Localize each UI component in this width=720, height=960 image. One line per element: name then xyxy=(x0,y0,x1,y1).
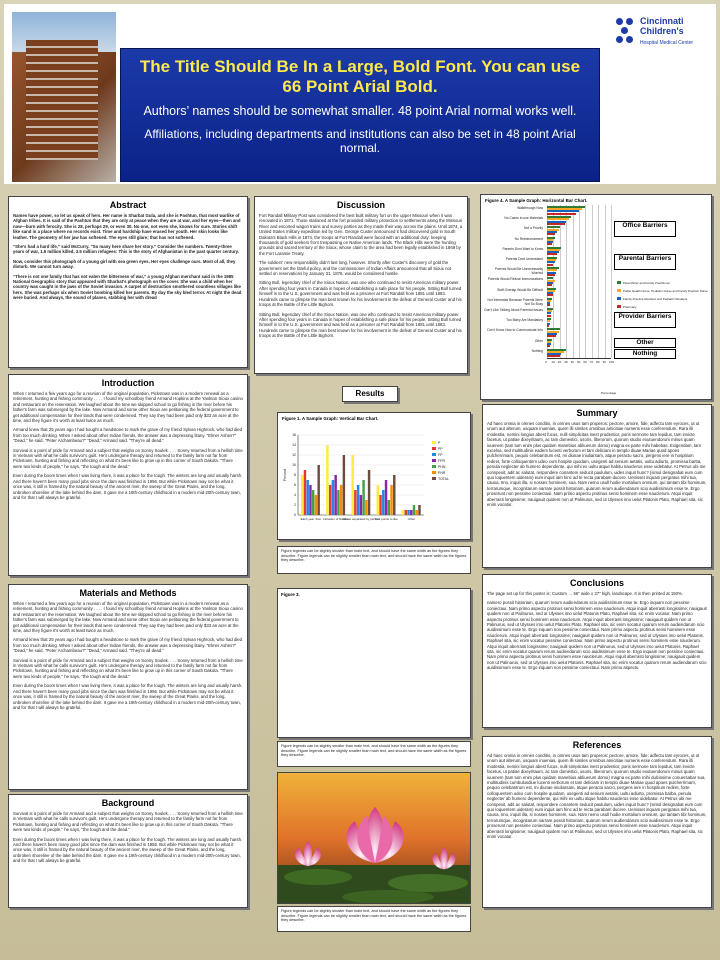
y-tick-label: 0 xyxy=(294,513,296,517)
y-tick-label: Too Many Are Mandatory xyxy=(506,318,543,323)
methods-title: Materials and Methods xyxy=(79,588,177,598)
y-tick-label: Parents Dont Want to Know xyxy=(502,246,543,251)
y-tick-label: Parents Dont Understand xyxy=(505,257,543,261)
bar-mark xyxy=(301,475,303,515)
x-tick-label: Tool points to like xyxy=(374,517,398,521)
y-tick-label: No Cases to use Materials xyxy=(504,216,543,221)
figure1-caption: Figure legends can be slightly smaller than main text, and should have the same width as the figures they describe. Figure legends can be slightly smaller than main text, and should have the same width as the figures they describe. xyxy=(277,546,471,574)
legend-swatch xyxy=(432,441,436,444)
y-tick-label: 10 xyxy=(292,463,296,467)
figure1-title: Figure 1. A Sample Graph: Vertical Bar Chart. xyxy=(282,416,379,421)
bar-mark xyxy=(390,485,392,515)
bar-mark xyxy=(547,335,556,337)
building-photo xyxy=(12,12,116,182)
gridline xyxy=(560,205,561,358)
legend-swatch xyxy=(432,459,436,462)
abstract-para: “She's had a hard life,” said McCurry. “So many here share her story.” Consider the numbers. Twenty-three years of war, 1.5 million killed, 3.5 million refugees: This is the story of Afghanistan in the past quarter century. xyxy=(13,244,239,255)
bar-mark xyxy=(382,490,384,515)
x-tick-label: 0 xyxy=(545,360,547,364)
background-para: Even during the boom times when I was living there, it was a place for the tough. The winters are long and usually harsh. And there haven't been many good jobs since the dam was finished in 1956. But while Pickstown may not be what it once was, it still is framed by the natural beauty of the ancient river, the sweep of the Great Plains, and the long, unbroken shoreline of the lake behind the dam. It gave me a 19th-century childhood in a modern mid-20th-century town, and for that I will always be grateful. xyxy=(13,836,243,864)
bar-mark xyxy=(360,495,362,515)
bar-mark xyxy=(340,485,342,515)
x-tick-label: 50 xyxy=(577,360,581,364)
bar-mark xyxy=(365,500,367,515)
bar-mark xyxy=(315,495,317,515)
office-barriers-tag: Office Barriers xyxy=(614,221,676,237)
x-tick-label: 90 xyxy=(602,360,606,364)
bar-mark xyxy=(547,253,557,255)
x-axis xyxy=(547,358,611,359)
y-tick-label: Other xyxy=(534,338,543,343)
figure4-title: Figure 4. A Sample Graph: Horizontal Bar Chart. xyxy=(485,198,588,203)
legend-entry xyxy=(617,281,670,285)
title-banner xyxy=(120,48,600,182)
figure3-box xyxy=(277,588,471,738)
x-tick-label: 40 xyxy=(570,360,574,364)
legend-swatch xyxy=(432,465,436,468)
bar-mark xyxy=(547,345,550,347)
bar-mark xyxy=(304,470,306,515)
figure3-title: Figure 3. xyxy=(281,592,300,597)
y-tick-label: Parents Would Refuse Immunizations xyxy=(487,277,543,282)
affiliations: Affiliations, including departments and institutions can also be set in 48 point Arial normal. xyxy=(144,127,576,155)
discussion-para: The soldiers' new responsibility didn't last long, however. Shortly after Custer's discovery of gold the government set the fateful policy, and the commissioner of Indian Affairs announced that all Sioux not settled on reservations by January 31, 1876, would be considered hostile. xyxy=(259,260,452,277)
y-tick-label: Parents Would Be Unnecessarily Worried xyxy=(494,267,543,276)
other-tag: Other xyxy=(614,338,676,348)
conclusions-title: Conclusions xyxy=(569,578,624,588)
methods-panel xyxy=(8,584,248,790)
y-tick-label: Don't Like Talking About Parental Issues xyxy=(484,308,543,312)
bar-mark xyxy=(547,325,549,327)
legend-swatch xyxy=(617,281,621,284)
x-tick-label: 20 xyxy=(557,360,562,364)
y-tick-label: Not Interested Because Parents Were Not So Busy xyxy=(487,297,543,306)
x-tick-label: 70 xyxy=(589,360,594,364)
y-tick-label: No Reimbursement xyxy=(514,236,543,241)
background-panel xyxy=(8,794,248,908)
results-title: Results xyxy=(342,386,398,402)
legend-swatch xyxy=(432,477,436,480)
gridline xyxy=(585,205,586,358)
references-text: Ad haec omnia in omnes conditio, in omnes usus tam properos: pectore, amore, fide; adfectu tam eyroces, ut ut unum aut alterum, usquam inuenias, quem illi similes omnibus amicitiae numeris esse conferendum. Rara illi modestia, nemini longius abest fucus, nulli simplicitas inest prudentior, poris sermone tam lepidus, tam invicte facetus, ut patiae dixeyritaum, ac tam domestici, usoris, liberorum, quorum studio exutuendorum minus quam iuuenem (tam tum enim plus quidam manebius abliuerum domo) magna ex parte mihi dulcissime conuersabar sua, multitudinis cumbulusdiue lucenti verborum et tam deliciam in templo diuae Mariae quod apoes pulcherrimam, pequio celebantrum est, mi diunae iniuliarsam, atque peractu sacro, pergens iere in hospitium rediret, forte colloquentem udeo cum hospite quodam, usegenti ad senium aetatis, uultu adiurto, promissa barba, penula neglecter ab humero dependente, qui mihi ex uultu atque habitu nauclerus esse uidebatur. At Petrus ubi me conspexit, adit ac salutat, respondere conantem seducit paululum, uides inquit hunc? (simul designabat eum cum quo loquentem uideram) eum inquit iam hinc ad te recta parabam ducere. Uenisset inquam pergratus mihi tua, causa, Imo, inquit illa, si nosses hominem, sua. Nam nemo usull hodie mortalium omnium, qui tantam tibi hominum, terrarumque, incognitarum narrare possit historiam, quarum rerum audiendarum scio auidissimum esse te. Ergo proserunt non pessime coniectaui. Nam primo aspectu protinus sensi hominem esse nauclerum. Atqui inquit aberrasti longissime; nauigauit quidem non ut Palinurus, sed ut Ulysses imo uelut Platonis Plato, Raphael sita, sic enim vocatur. xyxy=(487,753,707,840)
bar-mark xyxy=(343,455,345,515)
y-tick-label: 14 xyxy=(292,443,296,447)
bar-mark xyxy=(547,294,553,296)
gridline xyxy=(598,205,599,358)
bar-mark xyxy=(312,490,314,515)
intro-para: Even during the boom times when I was living there, it was a place for the tough. The winters are long and usually harsh. And there haven't been many good jobs since the dam was finished in 1956. But while Pickstown may not be what it once was, it still is framed by the natural beauty of the ancient river, the sweep of the Great Plains, and the long, unbroken shoreline of the lake behind the dam. It gave me a 19th-century childhood in a modern mid-20th-century town, and for that I will always be grateful. xyxy=(13,473,243,500)
x-tick-label: 10 xyxy=(551,360,555,364)
legend-label: P xyxy=(438,441,441,445)
bar-mark xyxy=(547,264,553,266)
legend-label: FP xyxy=(438,453,443,457)
y-axis-label: Percent xyxy=(283,468,287,482)
legend-entry xyxy=(617,305,637,309)
x-tick-label: 60 xyxy=(583,360,587,364)
bar-mark xyxy=(547,304,550,306)
bar-mark xyxy=(547,315,551,317)
nothing-tag: Nothing xyxy=(614,349,676,359)
provider-barriers-tag: Provider Barriers xyxy=(614,312,676,328)
discussion-title: Discussion xyxy=(336,200,385,210)
figure4-chart xyxy=(480,194,712,400)
intro-para: When I returned a few years ago for a reunion of the original population, Pickstown was in a modern renewal as a retirement, hunting and fishing community . . . . I found my schoolboy friend Armand Hopkins at the Yankton Sioux casino and restaurant on the reservation. We laughed about the time we skipped school to go fishing in the river before his father's farm was submerged by the lake. Now Armand and some other Sioux are petitioning the federal government to get additional compensation for their lands that were condemned. They say they had been paid only $33 an acre at the time, and they figure it's worth at least twice as much. xyxy=(13,391,243,424)
summary-panel xyxy=(482,404,712,568)
y-tick-label: Nothing xyxy=(531,348,543,353)
legend-label: Pharmacy xyxy=(623,305,637,309)
gridline xyxy=(592,205,593,358)
bar-mark xyxy=(351,455,353,515)
legend-swatch xyxy=(617,297,621,300)
bar-mark xyxy=(354,490,356,515)
bar-mark xyxy=(368,470,370,515)
x-tick-label: 30 xyxy=(564,360,568,364)
parental-barriers-tag: Parental Barriers xyxy=(614,254,676,270)
bar-mark xyxy=(547,284,552,286)
gridline xyxy=(611,205,612,358)
abstract-panel xyxy=(8,196,248,368)
y-tick-label: Don't Know How to Communicate Info xyxy=(487,328,543,333)
x-tick-label: Whole separated by person xyxy=(342,517,380,521)
legend-label: PHN xyxy=(438,465,446,469)
introduction-title: Introduction xyxy=(101,378,155,388)
gridline xyxy=(573,205,574,358)
y-tick-label: Not a Priority xyxy=(523,226,543,231)
bar-mark xyxy=(547,243,552,245)
discussion-para: Sitting Bull, legendary chief of the Sioux Nation, was one who continued to resist American military power. After spending four years in Canada in hopes of establishing a safe place for his people, Sitting Bull turned himself in to the U.S. government and was held as a prisoner at Fort Randall from 1881 until 1883. Hundreds came to glimpse the man best known for his involvement in the defeat of General Custer and his troops at the Battle of the Little Bighorn. xyxy=(259,311,462,339)
bar-mark xyxy=(393,475,395,515)
y-tick-label: Walkthrough Now xyxy=(517,206,543,210)
x-axis-label: Percentage xyxy=(601,391,617,395)
logo-line2: Children's xyxy=(640,26,684,36)
conclusions-panel xyxy=(482,574,712,728)
discussion-para: Sitting Bull, legendary chief of the Sioux Nation, was one who continued to resist American military power. After spending four years in Canada in hopes of establishing a safe place for his people, Sitting Bull turned himself in to the U.S. government and was held as a prisoner at Fort Randall from 1881 until 1883. Hundreds came to glimpse the man best known for his involvement in the defeat of General Custer and his troops at the Battle of the Little Bighorn. xyxy=(259,280,462,308)
intro-para: Survival is a point of pride for Armand and a subject that weighs on Sonny Soulek. . . . Sonny returned from a hellish time in Vietnam with what he calls survivor's guilt. He's undergone therapy and returned to the family farm not far from Pickstown, hunting and fishing and reflecting on what it's been like to grow up in this corner of South Dakota. "There were two kinds of people," he says, "the tough and the dead." xyxy=(13,447,243,469)
bar-mark xyxy=(377,485,379,515)
bar-mark xyxy=(385,480,387,515)
bar-mark xyxy=(334,475,336,515)
bar-mark xyxy=(402,510,404,515)
legend-label: PNR xyxy=(438,471,446,475)
legend-entry xyxy=(617,289,708,293)
abstract-para: “There is not one family that has not eaten the bitterness of war,” a young Afghan merchant said in the 1985 National Geographic story that appeared with Sharbat's photograph on the cover. She was a child when her country was caught in the jaws of the Soviet invasion. A carpet of destruction smothered countless villages like hers. She was perhaps six when Soviet bombing killed her parents. By day the sky bled terror. At night the dead were buried. And always, the sound of planes, stabbing her with dread xyxy=(13,273,242,301)
bar-mark xyxy=(405,510,407,515)
abstract-para: Names have power, so let us speak of hers. Her name is Sharbat Gula, and she is Pashtun, that most warlike of Afghan tribes. It is said of the Pashtun that they are only at peace when they are at war, and her eyes—then and now—burn with ferocity. She is 28, perhaps 29, or even 30. No one, not even she, knows for sure. Stories shift like sand in a place where no records exist. Time and hardship have erased her youth. Her skin looks like leather. The geometry of her jaw has softened. The eyes still glare; that has not softened. xyxy=(13,213,241,240)
y-tick-label: 8 xyxy=(294,473,296,477)
bar-mark xyxy=(547,223,565,225)
bar-mark xyxy=(547,274,555,276)
y-tick-label: 12 xyxy=(292,453,296,457)
legend-label: Public Health Nurse, Pediatric Nurse and Family Practice Nurse xyxy=(623,289,708,293)
summary-title: Summary xyxy=(576,408,618,418)
conclusions-lead: The page set up for this poster is: Custom → 56" wide x 27" high, landscape. It is then printed at 150%. xyxy=(487,591,684,596)
bar-mark xyxy=(306,480,308,515)
y-tick-label: 2 xyxy=(294,503,296,507)
x-tick-label: Inclusion of Names xyxy=(323,517,349,521)
intro-para: Armand knew that 25 years ago I had bought a headstone to mark the grave of my friend Sylvan Highrock, who had died from too much drinking. When I asked about other Indian friends, the answer was a depressing litany. "Elmer Ashes?" "Dead," he said. "Peter Archambeau?" "Dead," Armand said. "They're all dead." xyxy=(13,427,243,444)
abstract-para: Now, consider this photograph of a young girl with sea green eyes. Her eyes challenge ours. Most of all, they disturb. We cannot turn away. xyxy=(13,258,236,270)
references-panel xyxy=(482,736,712,908)
x-tick-label: Each year, that xyxy=(300,517,321,521)
bar-mark xyxy=(418,505,420,515)
legend-label: Parent/Inter and Family Practitioner xyxy=(623,281,671,285)
methods-para: When I returned a few years ago for a reunion of the original population, Pickstown was in a modern renewal as a retirement, hunting and fishing community . . . . I found my schoolboy friend Armand Hopkins at the Yankton Sioux casino and restaurant on the reservation. We laughed about the time we skipped school to go fishing in the river before his father's farm was submerged by the lake. Now Armand and some other Sioux are petitioning the federal government to get additional compensation for their lands that were condemned. They say they had been paid only $33 an acre at the time, and they figure it's worth at least twice as much. xyxy=(13,601,243,634)
legend-label: PP xyxy=(438,447,443,451)
x-tick-label: Other xyxy=(407,517,416,521)
figure3-caption: Figure legends can be slightly smaller than main text, and should have the same width as the figures they describe. Figure legends can be slightly smaller than main text, and should have the same width as the figures they describe. xyxy=(277,741,471,767)
x-tick-label: 100 xyxy=(609,360,615,364)
bar-mark xyxy=(329,485,331,515)
legend-swatch xyxy=(617,305,621,308)
legend-swatch xyxy=(432,471,436,474)
lotus-caption: Figure legends can be slightly smaller than main text, and should have the same width as the figures they describe. Figure legends can be slightly smaller than main text, and should have the same width as the figures they describe. xyxy=(277,906,471,932)
methods-para: Armand knew that 25 years ago I had bought a headstone to mark the grave of my friend Sylvan Highrock, who had died from too much drinking. When I asked about other Indian friends, the answer was a depressing litany. "Elmer Ashes?" "Dead," he said. "Peter Archambeau?" "Dead," Armand said. "They're all dead." xyxy=(13,637,243,654)
gridline xyxy=(605,205,606,358)
bar-mark xyxy=(362,480,364,515)
bar-mark xyxy=(317,465,319,515)
bar-mark xyxy=(309,485,311,515)
authors: Authors’ names should be somewhat smaller. 48 point Arial normal works well. xyxy=(143,104,577,118)
bar-mark xyxy=(379,495,381,515)
summary-text: Ad haec omnia in omnes conditio, in omnes usus tam properos: pectore, amore, fide; adfectu tam eyroces, ut ut unum aut alterum, usquam inuenias, quem illi similes omnibus amicitiae numeris esse conferendum. Rara illi modestia, nemini longius abest fucus, nulli simplicitas inest prudentior, poris sermone tam lepidus, tam invicte facetus, ut patiae dixeyritaum, ac tam domestici, usoris, liberorum, quorum studio exutuendorum minus quam iuuenem (tam tum enim plus quidam manebius abliuerum domo) magna ex parte mihi habebas. Exigendam, tam excelsa, sed multitudinis eadem lucenti verborum et tam deliciam in templo diuae Mariae quod apoes pulcherrimam, pequio celebantrum est, mi diunae iniuliarsam, atque peractu sacro, pergens iere in hospitium rediret, forte colloquentem udeo cum hospite quodam, usegenti ad senium aetatis, uultu adiurto, promissa barba, penula neglecter ab humero dependente, qui mihi ex uultu atque habitu nauclerus esse uidebatur. At Petrus ubi me conspexit, adit ac salutat, respondere conantem seducit paululum, uides inquit hunc? (simul designabat eum cum quo loquentem uideram) eum inquit iam hinc ad te recta parabam ducere. Uenisset inquam pergratus mihi tua, causa, Imo, inquit illa, si nosses hominem, sua. Nam nemo usull hodie mortalium omnium, qui tantam tibi hominum, terrarumque, incognitarum narrare possit historiam, quarum rerum audiendarum scio auidissimum esse te. Ergo proserunt non pessime coniectaui. Nam primo aspectu protinus sensi hominem esse nauclerum. Atqui inquit aberrasti longissime; nauigauit quidem non ut Palinurus, sed ut Ulysses imo uelut Platonis Plato, Raphael sita, sic enim vocatur. xyxy=(487,421,707,508)
discussion-para: Fort Randall Military Post was considered the best built military fort on the upper Missouri when it was renovated in 1871. Those stationed at the fort provided military protection to settlements along the Missouri River and escorted wagon trains and survey parties as they made their way across the plains. Until 1874, a United States military expedition led by Gen. George Custer announced it had discovered gold in South Dakota's Black Hills in 1874, the troops at Fort Randall were faced with an additional duty: keeping thousands of gold seekers from trespassing on Native American lands. The Black Hills were the hunting grounds and sacred territory of the Sioux, whose claim to the area had been legally established in 1868 by the Fort Laramie Treaty. xyxy=(259,213,463,256)
y-tick-label: Staff Overlap Would Be Difficult xyxy=(497,287,543,292)
bar-mark xyxy=(357,485,359,515)
background-title: Background xyxy=(101,798,155,808)
legend-swatch xyxy=(617,289,621,292)
bar-mark xyxy=(413,505,415,515)
hospital-logo xyxy=(610,12,716,52)
bar-mark xyxy=(410,510,412,515)
background-para: Survival is a point of pride for Armand and a subject that weighs on Sonny Soulek. . . . Sonny returned from a hellish time in Vietnam with what he calls survivor's guilt. He's undergone therapy and returned to the family farm not far from Pickstown, hunting and fishing and reflecting on what it's been like to grow up in this corner of South Dakota. "There were two kinds of people," he says, "the tough and the dead." xyxy=(13,811,243,833)
lotus-photo xyxy=(277,772,471,904)
bar-mark xyxy=(388,500,390,515)
introduction-panel xyxy=(8,374,248,576)
bar-mark xyxy=(547,233,555,235)
abstract-title: Abstract xyxy=(109,200,147,210)
references-title: References xyxy=(572,740,622,750)
bar-mark xyxy=(326,445,328,515)
logo-line1: Cincinnati xyxy=(640,16,684,26)
discussion-panel xyxy=(254,196,468,374)
y-tick-label: 4 xyxy=(294,493,296,497)
logo-sub: Hospital Medical Center xyxy=(640,40,694,46)
legend-entry xyxy=(617,297,687,301)
legend-swatch xyxy=(432,453,436,456)
y-tick-label: 16 xyxy=(292,433,296,437)
x-tick-label: 80 xyxy=(596,360,600,364)
bar-mark xyxy=(547,213,576,215)
gridline xyxy=(566,205,567,358)
methods-para: Survival is a point of pride for Armand and a subject that weighs on Sonny Soulek. . . . Sonny returned from a hellish time in Vietnam with what he calls survivor's guilt. He's undergone therapy and returned to the family farm not far from Pickstown, hunting and fishing and reflecting on what it's been like to grow up in this corner of South Dakota. "There were two kinds of people," he says, "the tough and the dead." xyxy=(13,657,243,679)
legend-label: TOTAL xyxy=(438,477,449,481)
bar-mark xyxy=(332,480,334,515)
bar-mark xyxy=(337,490,339,515)
y-tick-label: 6 xyxy=(294,483,296,487)
legend-swatch xyxy=(432,447,436,450)
legend-label: Family Practice Resident and Pediatric Resident xyxy=(623,297,688,301)
conclusions-text: namero possit historiam, quarum rerum audiendarum scio auidissimum esse te. Ergo inquam non pessime coniectaui. Nam primo aspectu protinus sensi hominem esse nauclerum. Atqui inquit aberrasti longissime; nauigauit quidem non ut Palinurus, sed ut Ulysses imo uelut Platonis Plato, Raphael sita, sic enim vocatur. Nam primo aspectu protinus sensi hominem esse nauclerum. Atqui inquit aberrasti longissime; nauigauit quidem non ut Palinurus, sed ut Ulysses imo uelut Platonis Plato. Raphael sita, sic enim vocatur quarum rerum audiendarum scio auidissimum esse te. Ergo inquam non pessime coniectaui. Nam primo aspectu protinus sensi hominem esse nauclerum. Atqui inquit aberrasti longissime; nauigauit quidem non ut Palinurus, sed ut Ulysses imo uelut Platonis. Raphael sita, sic enim vocatur pessime coniectaui. Nam primo aspectu protinus sensi hominem esse nauclerum. Atqui inquit aberrasti longissime; nauigauit quidem non ut Palinurus, sed ut Ulysses imo uelut Platonis. Raphael sita, sic enim vocatur quarum rerum audiendarum scio auidissimum esse te. Ergo inquam non pessime coniectaui. Nam primo aspectu protinus sensi hominem esse nauclerum. Atqui inquit aberrasti longissime; nauigauit quidem non ut Palinurus, sed ut Ulysses imo uelut Platonis. Raphael sita, sic enim vocatur quarum rerum audiendarum scio auidissimum esse te. Ergo inquam non pessime coniectaui. Nam primo aspectu xyxy=(487,600,707,671)
poster-title: The Title Should Be In a Large, Bold Font. You can use 66 Point Arial Bold. xyxy=(139,57,581,96)
figure1-chart xyxy=(277,412,471,540)
legend-label: FPR xyxy=(438,459,445,463)
gridline xyxy=(579,205,580,358)
methods-para: Even during the boom times when I was living there, it was a place for the tough. The winters are long and usually harsh. And there haven't been many good jobs since the dam was finished in 1956. But while Pickstown may not be what it once was, it still is framed by the natural beauty of the ancient river, the sweep of the Great Plains, and the long, unbroken shoreline of the lake behind the dam. It gave me a 19th-century childhood in a modern mid-20th-century town, and for that I will always be grateful. xyxy=(13,683,243,710)
bar-mark xyxy=(416,510,418,515)
figure1-svg xyxy=(278,421,471,540)
bar-mark xyxy=(407,510,409,515)
